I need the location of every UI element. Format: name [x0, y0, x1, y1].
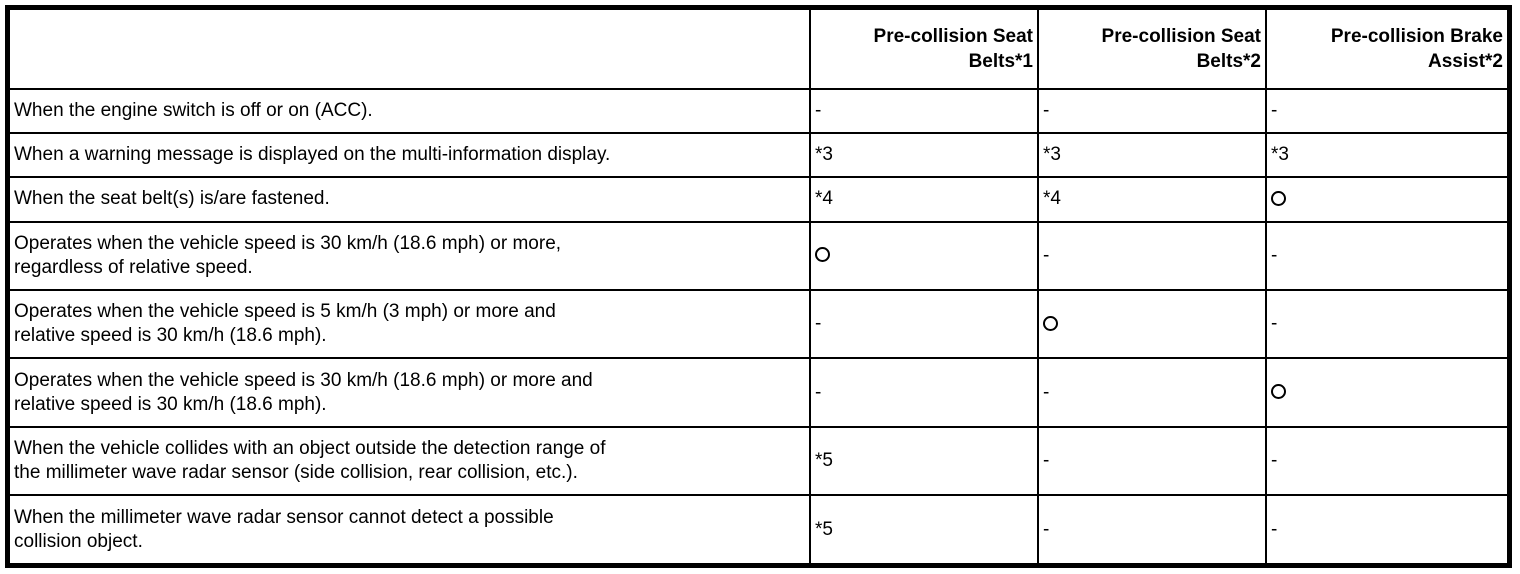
condition-text: Operates when the vehicle speed is 30 km/h (18.6 mph) or more and relative speed is 30 km/h (18.6 mph). — [14, 369, 593, 415]
value-cell — [1266, 427, 1508, 495]
condition-text: Operates when the vehicle speed is 5 km/h (3 mph) or more and relative speed is 30 km/h (18.6 mph). — [14, 301, 556, 347]
circle-mark-icon — [1043, 316, 1058, 331]
condition-cell — [9, 222, 810, 290]
table-row — [9, 222, 1508, 290]
circle-mark-icon — [1271, 384, 1286, 399]
condition-text: When the seat belt(s) is/are fastened. — [14, 188, 330, 210]
value-text: *3 — [1043, 144, 1061, 166]
condition-cell — [9, 427, 810, 495]
value-text: - — [1043, 450, 1050, 472]
header-seat-belts-1: Pre-collision Seat Belts*1 — [810, 9, 1038, 89]
value-cell — [810, 358, 1038, 426]
condition-text: When the millimeter wave radar sensor cannot detect a possible collision object. — [14, 506, 554, 552]
value-cell — [1038, 222, 1266, 290]
table-row — [9, 495, 1508, 564]
value-text: *5 — [815, 518, 833, 540]
value-text: *4 — [815, 188, 833, 210]
value-cell — [810, 222, 1038, 290]
value-cell — [1038, 177, 1266, 221]
value-text: - — [1043, 381, 1050, 403]
value-cell — [1266, 177, 1508, 221]
pre-collision-table — [8, 8, 1509, 565]
value-text: - — [1043, 518, 1050, 540]
pre-collision-table-frame — [5, 5, 1512, 568]
value-cell — [810, 177, 1038, 221]
value-cell — [1266, 89, 1508, 133]
table-row — [9, 177, 1508, 221]
condition-cell — [9, 89, 810, 133]
value-text: - — [1271, 518, 1278, 540]
value-text: *4 — [1043, 188, 1061, 210]
value-cell — [1266, 358, 1508, 426]
circle-mark-icon — [1271, 191, 1286, 206]
value-cell — [1038, 358, 1266, 426]
condition-text: When the engine switch is off or on (ACC). — [14, 100, 373, 122]
value-cell — [1266, 495, 1508, 564]
condition-cell — [9, 358, 810, 426]
value-cell — [1266, 133, 1508, 177]
value-cell — [810, 427, 1038, 495]
value-text: *3 — [1271, 144, 1289, 166]
table-row — [9, 427, 1508, 495]
value-text: - — [1271, 313, 1278, 335]
circle-mark-icon — [815, 247, 830, 262]
condition-cell — [9, 290, 810, 358]
table-header-row — [9, 9, 1508, 89]
value-text: - — [815, 313, 822, 335]
value-text: - — [1043, 244, 1050, 266]
value-text: - — [1271, 244, 1278, 266]
table-row — [9, 89, 1508, 133]
condition-cell — [9, 177, 810, 221]
value-cell — [1266, 222, 1508, 290]
value-cell — [810, 89, 1038, 133]
value-text: - — [815, 100, 822, 122]
condition-text: When the vehicle collides with an object outside the detection range of the millimeter wave radar sensor (side collision, rear collision, etc.). — [14, 438, 606, 484]
value-cell — [1038, 133, 1266, 177]
value-cell — [1038, 427, 1266, 495]
condition-text: Operates when the vehicle speed is 30 km/h (18.6 mph) or more, regardless of relative speed. — [14, 232, 562, 278]
table-row — [9, 290, 1508, 358]
condition-text: When a warning message is displayed on the multi-information display. — [14, 144, 611, 166]
value-text: - — [815, 381, 822, 403]
value-cell — [1038, 495, 1266, 564]
value-text: - — [1043, 100, 1050, 122]
value-cell — [1038, 89, 1266, 133]
condition-cell — [9, 133, 810, 177]
header-corner-cell — [9, 9, 810, 89]
value-text: - — [1271, 100, 1278, 122]
table-row — [9, 133, 1508, 177]
value-text: - — [1271, 450, 1278, 472]
value-cell — [1038, 290, 1266, 358]
value-cell — [810, 290, 1038, 358]
value-cell — [810, 495, 1038, 564]
condition-cell — [9, 495, 810, 564]
value-text: *5 — [815, 450, 833, 472]
value-text: *3 — [815, 144, 833, 166]
value-cell — [1266, 290, 1508, 358]
table-row — [9, 358, 1508, 426]
header-seat-belts-2: Pre-collision Seat Belts*2 — [1038, 9, 1266, 89]
header-brake-assist-2: Pre-collision Brake Assist*2 — [1266, 9, 1508, 89]
value-cell — [810, 133, 1038, 177]
